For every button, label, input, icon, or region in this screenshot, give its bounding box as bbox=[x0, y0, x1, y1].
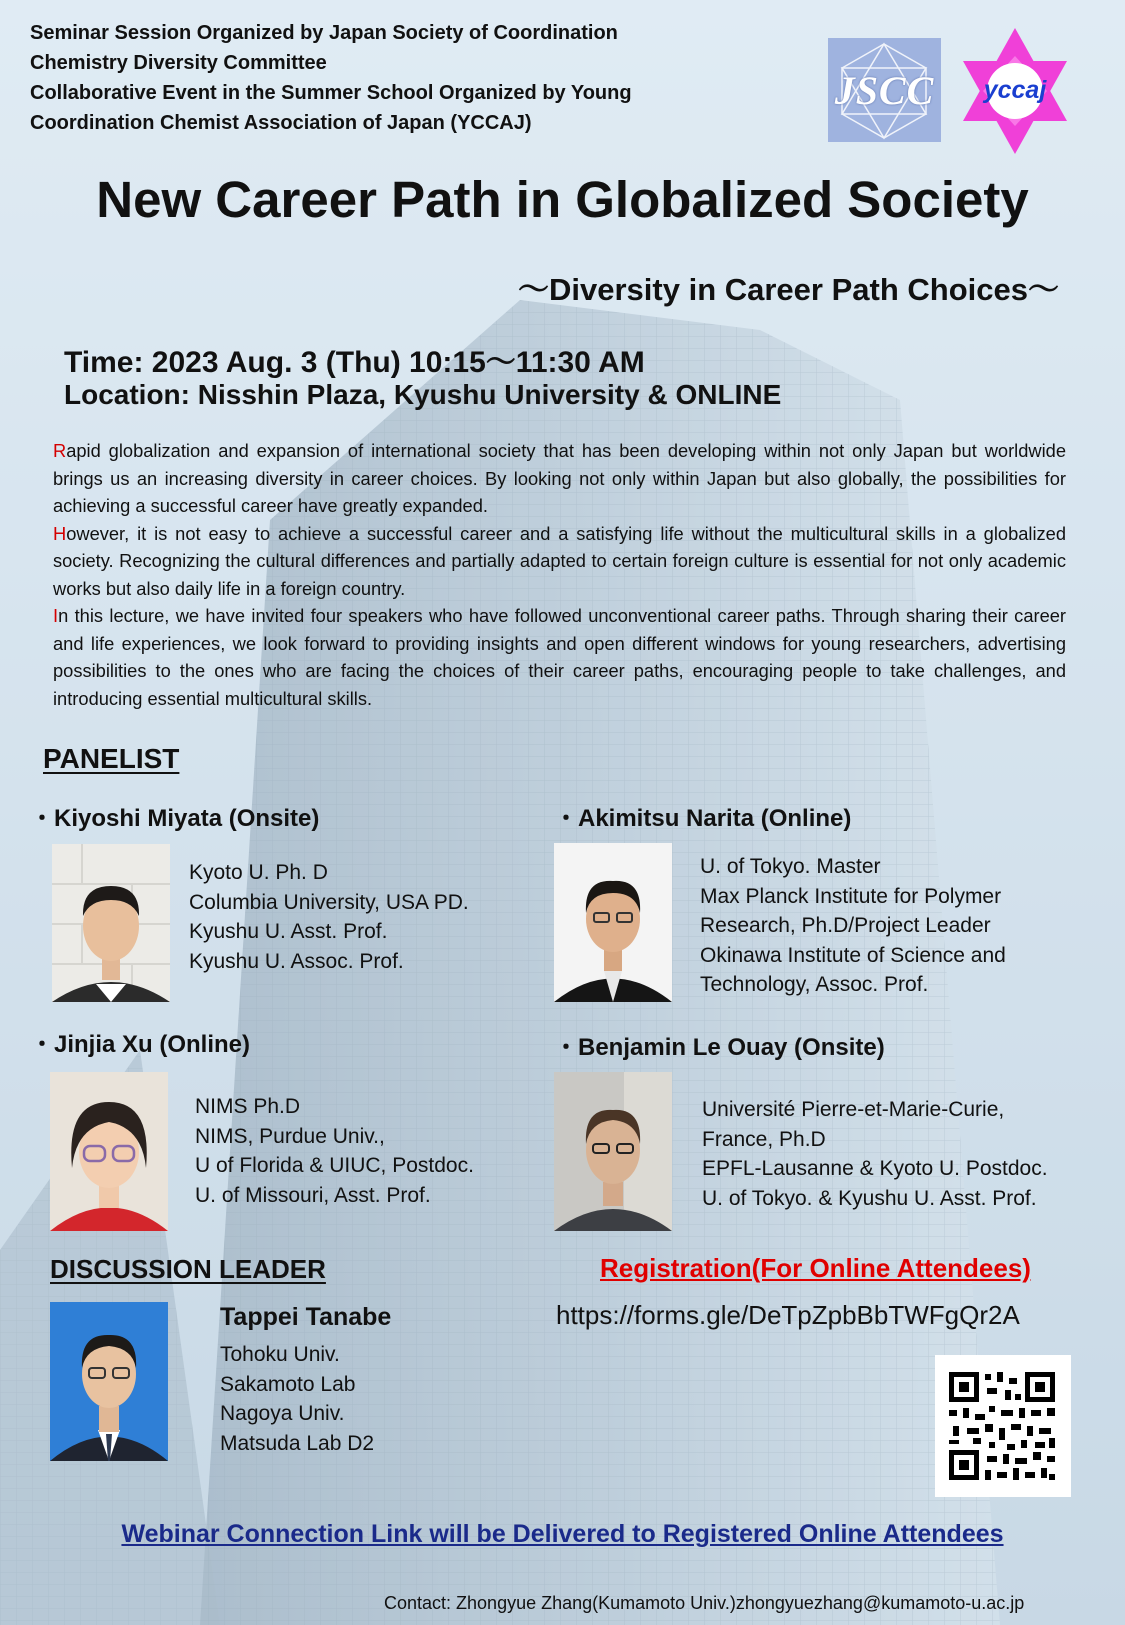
panelist-photo bbox=[52, 844, 170, 1002]
jscc-logo-text: JSCC bbox=[834, 67, 935, 113]
panelist-career bbox=[189, 858, 469, 976]
career-line: Max Planck Institute for Polymer bbox=[700, 884, 1002, 908]
career-line: U of Florida & UIUC, Postdoc. bbox=[195, 1154, 474, 1177]
career-line: Kyushu U. Asst. Prof. bbox=[189, 920, 388, 943]
paragraph-text: apid globalization and expansion of international society that has been developing within not only Japan but worldwide brings us an increasing diversity in career choices. By looking not only within Japan but also globally, the possibilities for achieving a successful career have greatly expanded. bbox=[53, 440, 1066, 516]
drop-letter: R bbox=[53, 440, 67, 461]
career-line: Nagoya Univ. bbox=[220, 1402, 345, 1425]
career-line: Université Pierre-et-Marie-Curie, bbox=[702, 1098, 1005, 1121]
registration-link[interactable]: https://forms.gle/DeTpZpbBbTWFgQr2A bbox=[556, 1300, 1020, 1330]
paragraph-text: owever, it is not easy to achieve a successful career and a satisfying life without the multicultural skills in a globalized society. Recognizing the cultural differences and partially adapted to certain foreign culture is essential for not only academic works but also daily life in a foreign country. bbox=[53, 522, 1066, 599]
career-line: Kyushu U. Assoc. Prof. bbox=[189, 949, 404, 973]
career-line: U. of Tokyo. Master bbox=[700, 855, 881, 878]
page-subtitle: ～Diversity in Career Path Choices～ bbox=[518, 272, 1059, 307]
organizer-line: Coordination Chemist Association of Japan (YCCAJ) bbox=[30, 112, 532, 134]
webinar-note: Webinar Connection Link will be Delivered to Registered Online Attendees bbox=[121, 1520, 1004, 1548]
panelist-career bbox=[700, 852, 1006, 1000]
career-line: NIMS Ph.D bbox=[195, 1095, 301, 1118]
career-line: Matsuda Lab D2 bbox=[220, 1431, 375, 1455]
paragraph bbox=[53, 602, 1066, 712]
jscc-logo bbox=[828, 38, 941, 142]
panelist-heading: PANELIST bbox=[43, 743, 180, 774]
description bbox=[53, 437, 1066, 712]
career-line: EPFL-Lausanne & Kyoto U. Postdoc. bbox=[702, 1157, 1048, 1180]
panelist-career bbox=[702, 1095, 1048, 1213]
drop-letter: H bbox=[53, 522, 67, 544]
registration-heading: Registration(For Online Attendees) bbox=[600, 1253, 1031, 1283]
paragraph bbox=[53, 520, 1066, 603]
career-line: U. of Tokyo. & Kyushu U. Asst. Prof. bbox=[702, 1186, 1037, 1210]
discussion-leader-career bbox=[220, 1340, 374, 1458]
career-line: Tohoku Univ. bbox=[220, 1343, 340, 1366]
event-time: Time: 2023 Aug. 3 (Thu) 10:15～11:30 AM bbox=[64, 346, 645, 379]
paragraph-text: n this lecture, we have invited four speakers who have followed unconventional career paths. Through sharing their career and life experiences, we look forward to providing insights and open different windows for young researchers, advertising possibilities to the ones who are facing the choices of their career paths, encouraging people to take challenges, and introducing essential multicultural skills. bbox=[53, 605, 1066, 709]
panelist-name: ・Benjamin Le Ouay (Onsite) bbox=[554, 1034, 885, 1061]
discussion-leader-photo bbox=[50, 1302, 168, 1461]
event-location: Location: Nisshin Plaza, Kyushu University & ONLINE bbox=[64, 379, 782, 410]
drop-letter: I bbox=[53, 605, 59, 626]
panelist-name: ・Jinjia Xu (Online) bbox=[30, 1031, 251, 1058]
discussion-leader-name: Tappei Tanabe bbox=[220, 1303, 392, 1331]
organizer-block bbox=[30, 18, 632, 138]
panelist-photo bbox=[554, 843, 672, 1002]
qr-code-icon[interactable] bbox=[935, 1355, 1071, 1497]
panelist-photo bbox=[554, 1072, 672, 1231]
career-line: Okinawa Institute of Science and bbox=[700, 943, 1006, 967]
contact-info: Contact: Zhongyue Zhang(Kumamoto Univ.)zhongyuezhang@kumamoto-u.ac.jp bbox=[384, 1593, 1025, 1613]
organizer-line: Chemistry Diversity Committee bbox=[30, 52, 327, 74]
career-line: Columbia University, USA PD. bbox=[189, 890, 469, 914]
panelist-career bbox=[195, 1092, 474, 1210]
discussion-heading: DISCUSSION LEADER bbox=[50, 1254, 326, 1284]
career-line: NIMS, Purdue Univ., bbox=[195, 1124, 385, 1148]
panelist-name: ・Kiyoshi Miyata (Onsite) bbox=[30, 805, 320, 832]
paragraph bbox=[53, 437, 1066, 520]
panelist-photo bbox=[50, 1072, 168, 1231]
career-line: Kyoto U. Ph. D bbox=[189, 861, 328, 884]
career-line: France, Ph.D bbox=[702, 1127, 826, 1151]
panelist-name: ・Akimitsu Narita (Online) bbox=[554, 805, 852, 832]
career-line: U. of Missouri, Asst. Prof. bbox=[195, 1183, 431, 1207]
career-line: Research, Ph.D/Project Leader bbox=[700, 914, 991, 937]
yccaj-logo-text: yccaj bbox=[983, 76, 1047, 104]
organizer-line: Seminar Session Organized by Japan Society of Coordination bbox=[30, 22, 618, 44]
career-line: Technology, Assoc. Prof. bbox=[700, 973, 929, 996]
page-title: New Career Path in Globalized Society bbox=[96, 171, 1029, 228]
career-line: Sakamoto Lab bbox=[220, 1372, 356, 1396]
organizer-line: Collaborative Event in the Summer School Organized by Young bbox=[30, 82, 632, 104]
yccaj-logo bbox=[955, 26, 1075, 156]
